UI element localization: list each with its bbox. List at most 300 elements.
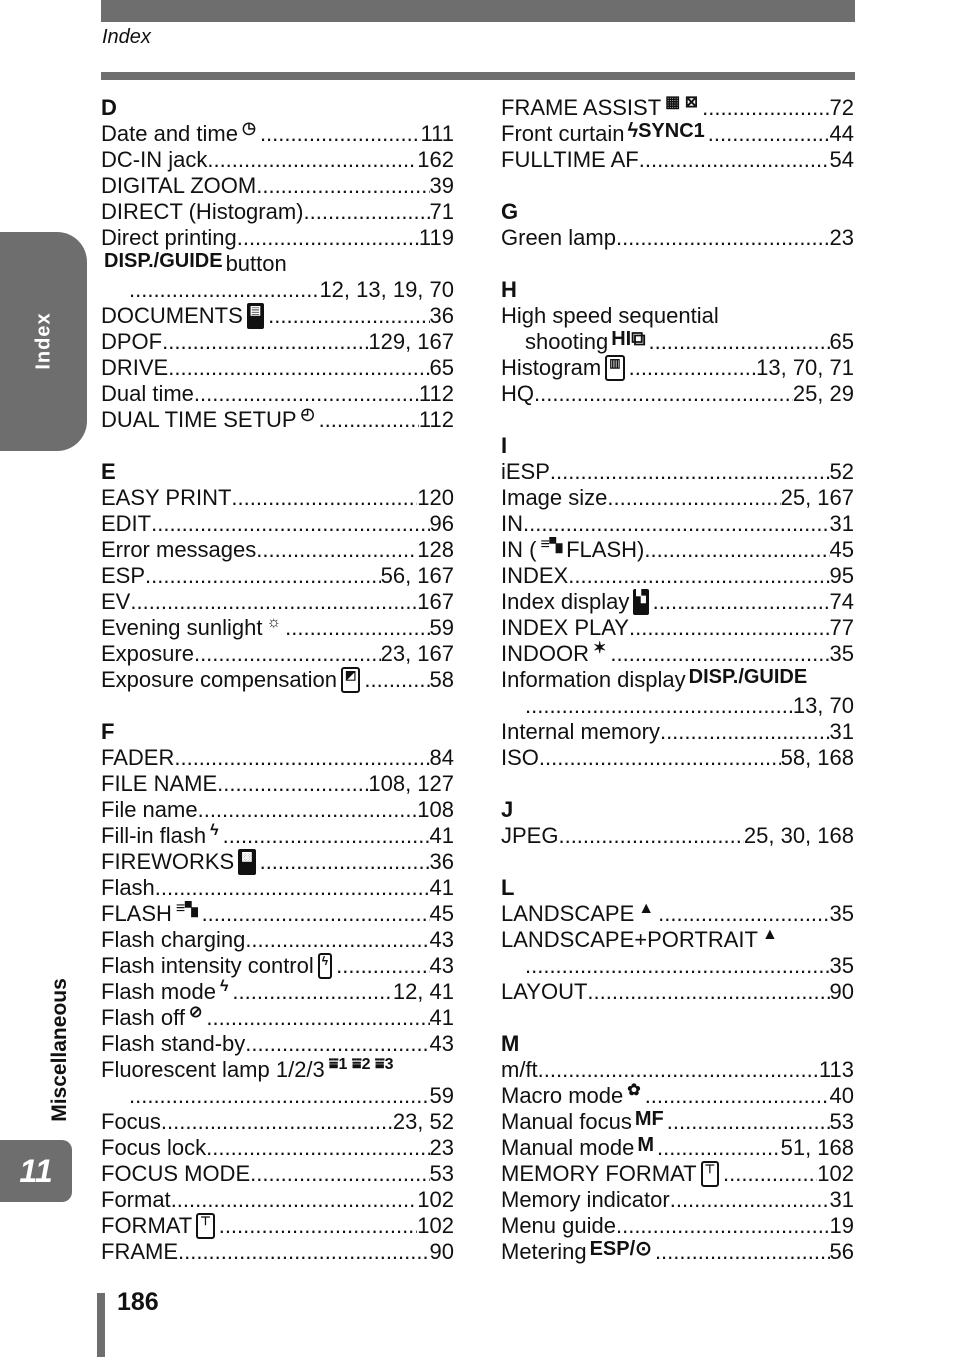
index-entry: [101, 641, 454, 667]
dot-leader: [648, 329, 829, 355]
index-page-ref: 56: [829, 1239, 854, 1264]
chapter-number: 11: [19, 1153, 53, 1189]
flash-icon: ϟ: [219, 979, 229, 995]
index-entry: [101, 1213, 454, 1239]
dot-leader: [658, 901, 829, 927]
index-entry: [501, 303, 854, 329]
index-spacer: [501, 407, 854, 433]
index-page-ref: 52: [829, 459, 854, 484]
index-page-ref: 167: [417, 589, 454, 614]
flash-off-icon: ⊘: [188, 1005, 203, 1021]
index-term: FRAME ASSIST: [501, 95, 662, 120]
index-page-ref: 77: [829, 615, 854, 640]
index-entry: [501, 355, 854, 381]
dot-leader: [245, 927, 429, 953]
index-page-ref: 102: [417, 1213, 454, 1238]
histogram-icon: ▥: [605, 355, 624, 381]
mf-icon: MF: [634, 1109, 664, 1130]
index-entry: [501, 95, 854, 121]
index-term: EDIT: [101, 511, 152, 536]
index-entry: [101, 1005, 454, 1031]
index-spacer: [501, 251, 854, 277]
macro-icon: ✿: [627, 1083, 641, 1099]
index-entry: [101, 875, 454, 901]
index-letter-heading: J: [501, 797, 514, 822]
esp-spot-icon: ESP/⊙: [589, 1239, 652, 1260]
dot-leader: [198, 797, 418, 823]
dot-leader: [162, 329, 368, 355]
index-entry: [501, 381, 854, 407]
index-letter-heading: F: [101, 719, 115, 744]
index-term: Flash mode: [101, 979, 216, 1004]
index-term: Evening sunlight: [101, 615, 263, 640]
index-entry: [501, 901, 854, 927]
dot-leader: [260, 121, 421, 147]
landscape-icon: ▲: [638, 901, 655, 917]
index-entry: [101, 121, 454, 147]
index-entry: [101, 1031, 454, 1057]
dot-leader: [268, 303, 429, 329]
dot-leader: [207, 147, 417, 173]
index-term: Format: [101, 1187, 171, 1212]
index-page-ref: 58: [429, 667, 454, 692]
index-page-ref: 108, 127: [368, 771, 454, 796]
dot-leader: [364, 667, 429, 693]
index-page-ref: 53: [429, 1161, 454, 1186]
index-term: DRIVE: [101, 355, 169, 380]
index-entry: [101, 511, 454, 537]
index-page-ref: 102: [817, 1161, 854, 1186]
index-term: Manual focus: [501, 1109, 632, 1134]
index-page-ref: 95: [829, 563, 854, 588]
index-page-ref: 31: [829, 719, 854, 744]
header-label: Index: [102, 26, 151, 48]
index-entry: [101, 147, 454, 173]
dot-leader: [232, 979, 392, 1005]
dot-leader: [145, 563, 381, 589]
index-entry: [101, 1187, 454, 1213]
header-rule: [101, 72, 855, 80]
index-letter-heading: M: [501, 1031, 520, 1056]
index-term: DPOF: [101, 329, 163, 354]
index-term: Internal memory: [501, 719, 660, 744]
dot-leader: [161, 1109, 393, 1135]
index-entry: [101, 173, 454, 199]
index-term: FADER: [101, 745, 175, 770]
index-page-ref: 129, 167: [368, 329, 454, 354]
format-card-icon: ⊤: [196, 1213, 214, 1239]
index-page-ref: 45: [829, 537, 854, 562]
index-entry: [501, 1083, 854, 1109]
index-spacer: [501, 771, 854, 797]
index-term: Error messages: [101, 537, 257, 562]
index-entry: [501, 147, 854, 173]
index-page-ref: 13, 70: [792, 693, 854, 718]
index-page-ref: 41: [429, 1005, 454, 1030]
index-page-ref: 23, 52: [392, 1109, 454, 1134]
index-term: Flash off: [101, 1005, 185, 1030]
dot-leader: [231, 485, 417, 511]
index-term: iESP: [501, 459, 550, 484]
index-entry: [101, 199, 454, 225]
dot-leader: [708, 121, 830, 147]
index-side-tab-label: Index: [32, 312, 55, 370]
index-entry: [101, 537, 454, 563]
dot-leader: [568, 563, 829, 589]
frame-assist-icons: ▦ ⊠: [665, 95, 699, 111]
index-page-ref: 72: [829, 95, 854, 120]
index-page-ref: 65: [829, 329, 854, 354]
index-entry: [501, 823, 854, 849]
dot-leader: [217, 771, 368, 797]
index-spacer: [501, 173, 854, 199]
index-letter-heading: D: [101, 95, 117, 120]
index-letter-heading: G: [501, 199, 519, 224]
dot-leader: [256, 537, 417, 563]
dot-leader: [237, 225, 419, 251]
index-spacer: [501, 1005, 854, 1031]
index-page-ref: 59: [429, 1083, 454, 1108]
index-entry: [101, 277, 454, 303]
disp-guide-label-icon: DISP./GUIDE: [688, 667, 808, 688]
index-page-ref: 23, 167: [380, 641, 454, 666]
index-page-ref: 113: [818, 1057, 854, 1082]
index-entry: [501, 563, 854, 589]
index-page-ref: 43: [429, 953, 454, 978]
index-entry: [501, 641, 854, 667]
dot-leader: [657, 1135, 781, 1161]
index-entry: [101, 225, 454, 251]
index-entry: [101, 485, 454, 511]
index-term: High speed sequential: [501, 303, 719, 328]
documents-icon: ▤: [247, 303, 264, 329]
index-term: File name: [101, 797, 198, 822]
index-page-ref: 45: [429, 901, 454, 926]
index-term: Histogram: [501, 355, 602, 380]
index-entry: [501, 225, 854, 251]
dot-leader: [550, 459, 830, 485]
index-entry: [501, 1057, 854, 1083]
index-page-ref: 90: [829, 979, 854, 1004]
index-page-ref: 112: [418, 381, 454, 406]
dot-leader: [587, 979, 829, 1005]
index-page-ref: 19: [829, 1213, 854, 1238]
sunset-icon: ☼: [266, 615, 282, 631]
index-term: Macro mode: [501, 1083, 624, 1108]
index-term: Dual time: [101, 381, 194, 406]
index-entry: [101, 979, 454, 1005]
index-term: Fluorescent lamp 1/2/3: [101, 1057, 325, 1082]
index-letter-heading: I: [501, 433, 508, 458]
index-page-ref: 112: [418, 407, 454, 432]
index-display-icon: ▚: [633, 589, 648, 615]
index-term: Index display: [501, 589, 630, 614]
memory-format-icon: ⊤: [701, 1161, 719, 1187]
index-page-ref: 56, 167: [380, 563, 454, 588]
index-entry: [501, 693, 854, 719]
index-entry: [501, 1213, 854, 1239]
index-page-ref: 36: [429, 303, 454, 328]
dot-leader: [155, 875, 430, 901]
index-term: DIGITAL ZOOM: [101, 173, 257, 198]
index-term: FORMAT: [101, 1213, 193, 1238]
index-entry: [101, 953, 454, 979]
index-term: INDOOR: [501, 641, 589, 666]
dot-leader: [129, 1083, 430, 1109]
dot-leader: [206, 1135, 429, 1161]
disp-guide-label-icon: DISP./GUIDE: [104, 251, 223, 272]
index-column-left: [101, 95, 454, 1265]
index-page-ref: 74: [829, 589, 854, 614]
index-spacer: [501, 849, 854, 875]
dot-leader: [336, 953, 429, 979]
index-term: DUAL TIME SETUP: [101, 407, 297, 432]
index-page-ref: 108: [417, 797, 454, 822]
index-entry: [501, 459, 854, 485]
index-entry: [501, 589, 854, 615]
index-spacer: [101, 433, 454, 459]
index-term: shooting: [525, 329, 609, 354]
index-page-ref: 43: [429, 927, 454, 952]
sync1-icon: ϟSYNC1: [627, 121, 705, 142]
index-term: Flash stand-by: [101, 1031, 246, 1056]
index-term: EASY PRINT: [101, 485, 232, 510]
index-term: m/ft: [501, 1057, 538, 1082]
indoor-icon: ✶: [593, 641, 607, 657]
index-entry: [101, 381, 454, 407]
dot-leader: [174, 745, 429, 771]
index-page-ref: 25, 29: [792, 381, 854, 406]
landscape-portrait-icon: ▲: [761, 927, 778, 943]
index-term: Focus: [101, 1109, 161, 1134]
exposure-comp-icon: ◩: [341, 667, 360, 693]
dot-leader: [610, 641, 829, 667]
external-flash-icon: ≡▚: [175, 901, 198, 917]
index-page-ref: 12, 41: [392, 979, 454, 1004]
dot-leader: [639, 147, 830, 173]
dot-leader: [645, 1083, 830, 1109]
dot-leader: [655, 1239, 830, 1265]
index-page-ref: 25, 30, 168: [743, 823, 854, 848]
dot-leader: [129, 277, 319, 303]
index-entry: [501, 979, 854, 1005]
index-page-ref: 51, 168: [780, 1135, 854, 1160]
index-entry: [101, 667, 454, 693]
index-page-ref: 39: [429, 173, 454, 198]
index-page-ref: 40: [829, 1083, 854, 1108]
index-page-ref: 43: [429, 1031, 454, 1056]
hi-sequential-icon: HI⧉: [611, 329, 646, 350]
index-entry: [101, 823, 454, 849]
index-page-ref: 119: [418, 225, 454, 250]
index-entry: [501, 927, 854, 953]
index-page-ref: 23: [429, 1135, 454, 1160]
index-term: Menu guide: [501, 1213, 616, 1238]
index-page-ref: 36: [429, 849, 454, 874]
index-page-ref: 35: [829, 953, 854, 978]
index-term: ESP: [101, 563, 146, 588]
index-entry: [101, 355, 454, 381]
index-term: LANDSCAPE+PORTRAIT: [501, 927, 758, 952]
index-entry: [501, 1187, 854, 1213]
dot-leader: [219, 1213, 418, 1239]
index-page-ref: 31: [829, 511, 854, 536]
index-page-ref: 59: [429, 615, 454, 640]
index-term: ISO: [501, 745, 539, 770]
index-page-ref: 96: [429, 511, 454, 536]
dot-leader: [523, 511, 830, 537]
index-entry: [101, 901, 454, 927]
dot-leader: [260, 849, 430, 875]
dot-leader: [304, 199, 430, 225]
dot-leader: [644, 537, 829, 563]
index-page-ref: 65: [429, 355, 454, 380]
index-column-right: [501, 95, 854, 1265]
index-term: DC-IN jack: [101, 147, 208, 172]
index-term: Focus lock: [101, 1135, 207, 1160]
index-term: LAYOUT: [501, 979, 588, 1004]
index-entry: [101, 927, 454, 953]
index-term: Green lamp: [501, 225, 616, 250]
fireworks-icon: ▩: [238, 849, 255, 875]
index-term: IN: [501, 511, 523, 536]
dot-leader: [670, 1187, 830, 1213]
index-entry: [501, 719, 854, 745]
index-page-ref: 90: [429, 1239, 454, 1264]
dot-leader: [539, 745, 781, 771]
index-entry: [501, 1239, 854, 1265]
index-page-ref: 44: [829, 121, 854, 146]
dot-leader: [194, 381, 419, 407]
index-term: IN (: [501, 537, 537, 562]
top-bar: [101, 0, 855, 22]
index-entry: [501, 745, 854, 771]
index-entry: [101, 329, 454, 355]
dot-leader: [202, 901, 430, 927]
dot-leader: [629, 355, 757, 381]
dot-leader: [130, 589, 417, 615]
dot-leader: [168, 355, 429, 381]
section-label: Miscellaneous: [48, 978, 71, 1122]
index-page-ref: 41: [429, 875, 454, 900]
index-entry: [501, 953, 854, 979]
index-term: INDEX: [501, 563, 569, 588]
index-page-ref: 35: [829, 901, 854, 926]
dot-leader: [534, 381, 793, 407]
index-term: Image size: [501, 485, 608, 510]
index-term: Information display: [501, 667, 686, 692]
index-term: MEMORY FORMAT: [501, 1161, 697, 1186]
dot-leader: [285, 615, 429, 641]
index-entry: [101, 303, 454, 329]
index-entry: [101, 1109, 454, 1135]
index-term: Manual mode: [501, 1135, 635, 1160]
index-entry: [101, 1135, 454, 1161]
index-term: DOCUMENTS: [101, 303, 243, 328]
index-entry: [101, 615, 454, 641]
dot-leader: [702, 95, 829, 121]
index-entry: [501, 537, 854, 563]
index-term: FULLTIME AF: [501, 147, 639, 172]
index-term: JPEG: [501, 823, 559, 848]
flash-intensity-icon: ϟ: [318, 953, 332, 979]
index-term: FLASH): [566, 537, 645, 562]
index-entry: [101, 771, 454, 797]
index-entry: [501, 615, 854, 641]
index-entry: [501, 485, 854, 511]
index-entry: [501, 121, 854, 147]
dot-leader: [525, 953, 830, 979]
index-letter-heading: H: [501, 277, 517, 302]
index-letter-heading: L: [501, 875, 515, 900]
index-term: FLASH: [101, 901, 172, 926]
index-term: DIRECT (Histogram): [101, 199, 304, 224]
index-entry: [101, 407, 454, 433]
dot-leader: [525, 693, 793, 719]
dot-leader: [538, 1057, 819, 1083]
index-page-ref: 25, 167: [780, 485, 854, 510]
dot-leader: [178, 1239, 430, 1265]
index-page-ref: 53: [829, 1109, 854, 1134]
index-entry: [501, 1135, 854, 1161]
index-term: FRAME: [101, 1239, 178, 1264]
index-term: Fill-in flash: [101, 823, 207, 848]
index-entry: [101, 589, 454, 615]
index-term: INDEX PLAY: [501, 615, 629, 640]
index-page-ref: 54: [829, 147, 854, 172]
index-term: FILE NAME: [101, 771, 218, 796]
dual-time-icon: ◴: [300, 407, 315, 423]
index-letter-heading: E: [101, 459, 116, 484]
flash-icon: ϟ: [210, 823, 219, 839]
fluorescent-icons: ⩸1 ⩸2 ⩸3: [328, 1057, 394, 1073]
dot-leader: [667, 1109, 830, 1135]
index-term: Flash: [101, 875, 155, 900]
index-term: Metering: [501, 1239, 587, 1264]
index-page-ref: 31: [829, 1187, 854, 1212]
page-number: 186: [117, 1288, 159, 1316]
dot-leader: [653, 589, 830, 615]
index-term: Exposure: [101, 641, 194, 666]
index-term: Memory indicator: [501, 1187, 670, 1212]
index-term: Date and time: [101, 121, 238, 146]
index-term: Flash charging: [101, 927, 246, 952]
dot-leader: [660, 719, 830, 745]
index-page-ref: 41: [429, 823, 454, 848]
index-page-ref: 120: [417, 485, 454, 510]
index-page-ref: 111: [420, 121, 454, 146]
index-page-ref: 58, 168: [780, 745, 854, 770]
index-entry: [101, 1161, 454, 1187]
dot-leader: [607, 485, 780, 511]
clock-icon: ◷: [241, 121, 256, 137]
manual-mode-icon: M: [637, 1135, 654, 1156]
dot-leader: [171, 1187, 418, 1213]
index-term: button: [225, 251, 287, 276]
index-term: HQ: [501, 381, 534, 406]
dot-leader: [616, 1213, 830, 1239]
index-term: Exposure compensation: [101, 667, 338, 692]
index-term: Front curtain: [501, 121, 625, 146]
page-number-bar: [97, 1293, 105, 1357]
index-entry: [501, 667, 854, 693]
index-page-ref: 102: [417, 1187, 454, 1212]
index-term: Flash intensity control: [101, 953, 314, 978]
index-page-ref: 12, 13, 19, 70: [319, 277, 454, 302]
index-page-ref: 23: [829, 225, 854, 250]
index-entry: [101, 563, 454, 589]
dot-leader: [723, 1161, 817, 1187]
